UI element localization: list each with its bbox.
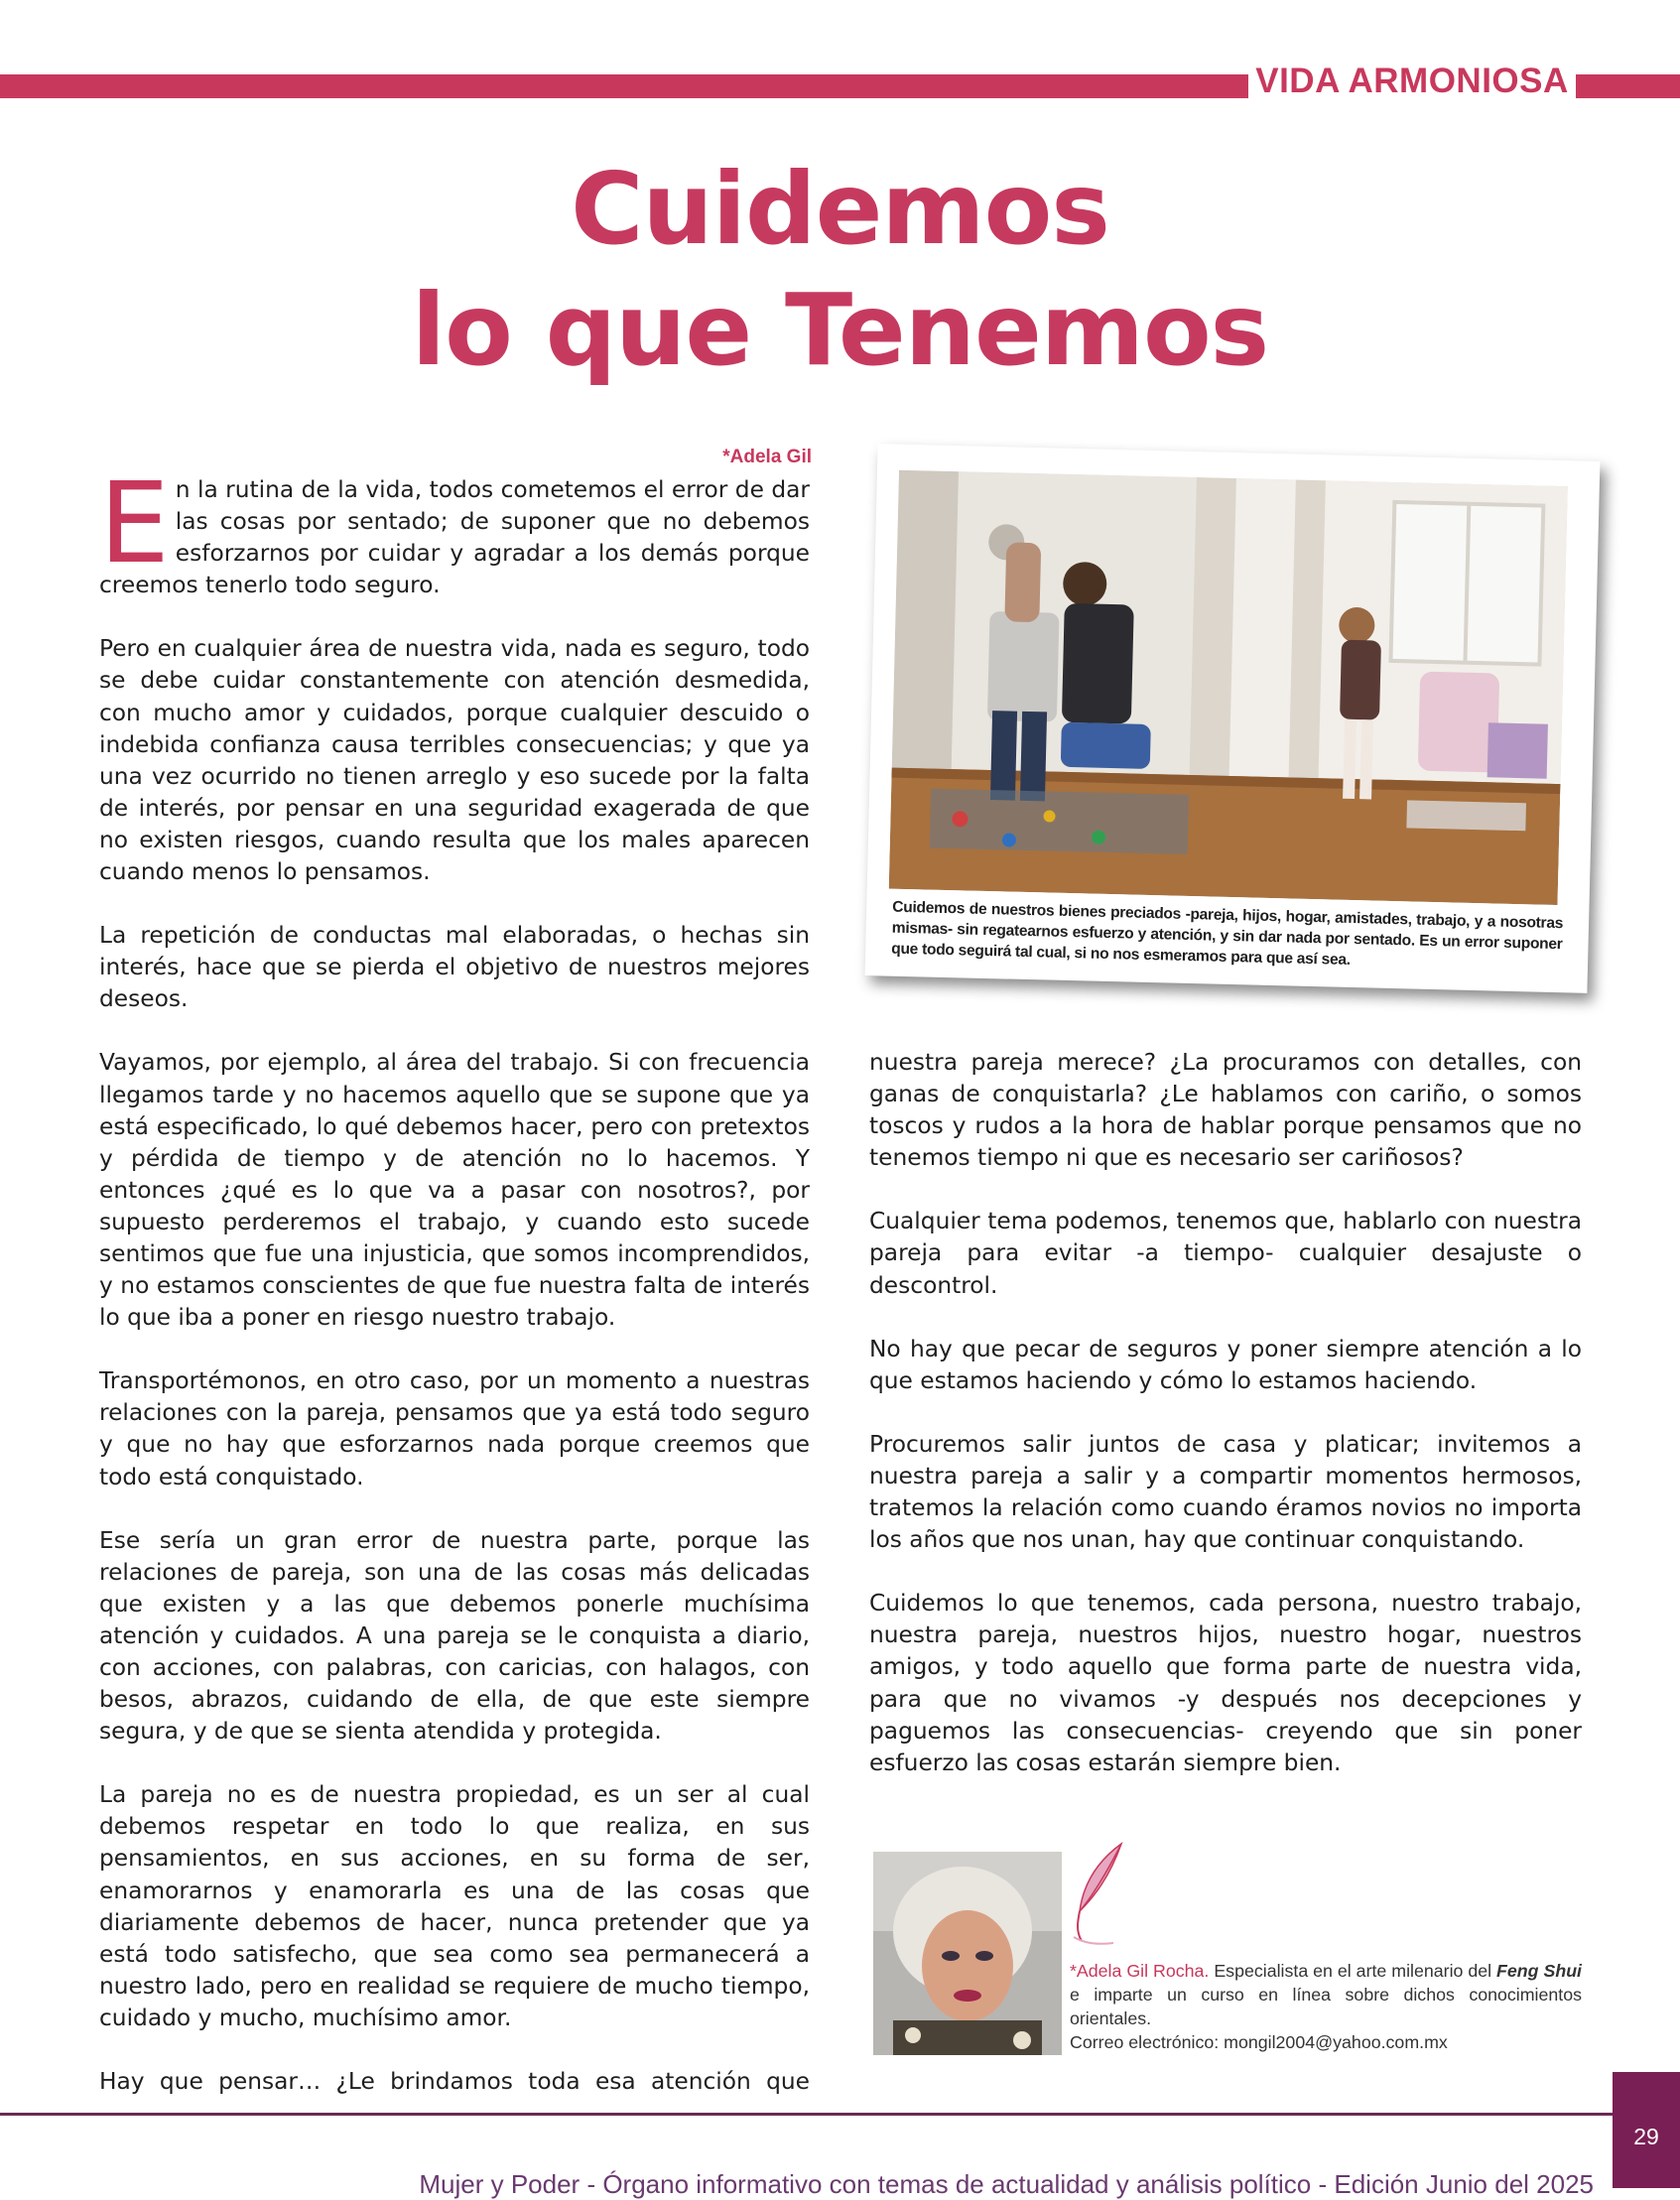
paragraph: Ese sería un gran error de nuestra parte, porque las relaciones de pareja, son una de las cosas más delicadas que existen y a las que debemos ponerle muchísima atención y cuidados. A una pareja se le conquista a diario, con acciones, con palabras, con caricias, con halagos, con besos, abrazos, cuidando de ella, de que este siempre segura, y de que se sienta atendida y protegida. [99,1526,810,1746]
bio-emphasis: Feng Shui [1496,1961,1582,1981]
author-email: Correo electrónico: mongil2004@yahoo.com.mx [1070,2032,1448,2052]
author-photo [873,1852,1062,2055]
paragraph [99,459,810,601]
family-photo [889,470,1568,905]
paragraph: La repetición de conductas mal elaboradas, o hechas sin interés, hace que se pierda el objetivo de nuestros mejores deseos. [99,922,810,1013]
bio-text: e imparte un curso en línea sobre dichos conocimientos orientales. [1070,1985,1582,2028]
photo-caption: Cuidemos de nuestros bienes preciados -pareja, hijos, hogar, amistades, trabajo, y a nosotras mismas- sin regatearnos esfuerzo y atención, y sin dar nada por sentado. Es un error suponer que todo seguirá tal cual, si no nos esmeramos para que así sea. [891,898,1564,969]
footer-rule [0,2113,1613,2116]
paragraph: Hay que pensar… ¿Le brindamos toda esa atención que [99,2068,810,2096]
paragraph: nuestra pareja merece? ¿La procuramos con detalles, con ganas de conquistarla? ¿Le hablamos con cariño, o somos toscos y rudos a la hora de hablar porque pensamos que no tenemos tiempo ni que es necesario ser cariñosos? [869,1049,1582,1172]
bio-text: Especialista en el arte milenario del [1209,1961,1497,1981]
paragraph: Cualquier tema podemos, tenemos que, hablarlo con nuestra pareja para evitar -a tiempo- cualquier desajuste o descontrol. [869,1208,1582,1299]
author-bio [1070,1959,1582,2054]
left-column [99,459,810,2130]
paragraph: No hay que pecar de seguros y poner siempre atención a lo que estamos haciendo y cómo lo estamos haciendo. [869,1335,1582,1394]
author-name: *Adela Gil Rocha. [1070,1961,1210,1981]
section-label: VIDA ARMONIOSA [1255,62,1569,100]
footer-text: Mujer y Poder - Órgano informativo con temas de actualidad y análisis político - Edición Junio del 2025 [419,2169,1594,2199]
feather-quill-icon [1070,1842,1129,1949]
paragraph: Cuidemos lo que tenemos, cada persona, nuestro trabajo, nuestra pareja, nuestros hijos, nuestro hogar, nuestros amigos, y todo aquello que forma parte de nuestra vida, para que no vivamos -y después nos decepciones y paguemos las consecuencias- creyendo que sin poner esfuerzo las cosas estarán siempre bien. [869,1590,1582,1776]
title-line-2: lo que Tenemos [411,272,1269,388]
paragraph: Pero en cualquier área de nuestra vida, nada es seguro, todo se debe cuidar constantemente con atención desmedida, con mucho amor y cuidados, porque cualquier descuido o indebida confianza causa terribles consecuencias; y que ya una vez ocurrido no tienen arreglo y eso sucede por la falta de interés, por pensar en una seguridad exagerada de que no existen riesgos, cuando resulta que los males aparecen cuando menos lo pensamos. [99,635,810,886]
page-number: 29 [1633,2124,1659,2149]
paragraph-text: n la rutina de la vida, todos cometemos el error de dar las cosas por sentado; de suponer que no debemos esforzarnos por cuidar y agradar a los demás porque creemos tenerlo todo seguro. [99,476,810,599]
paragraph: Vayamos, por ejemplo, al área del trabajo. Si con frecuencia llegamos tarde y no hacemos aquello que se supone que ya está especificado, lo qué debemos hacer, pero con pretextos y pérdida de tiempo y de atención no lo hacemos. Y entonces ¿qué es lo que va a pasar con nosotros?, por supuesto perderemos el trabajo, y cuando esto sucede sentimos que fue una injusticia, que somos incomprendidos, y no estamos conscientes de que fue nuestra falta de interés lo que iba a poner en riesgo nuestro trabajo. [99,1049,810,1332]
drop-cap: E [99,459,170,588]
paragraph: Transportémonos, en otro caso, por un momento a nuestras relaciones con la pareja, pensamos que ya está todo seguro y que no hay que esforzarnos nada porque creemos que todo está conquistado. [99,1367,810,1490]
paragraph: La pareja no es de nuestra propiedad, es un ser al cual debemos respetar en todo lo que realiza, en sus pensamientos, en sus acciones, en su forma de ser, enamorarnos y enamorarla es una de las cosas que diariamente debemos de hacer, nunca pretender que ya está todo satisfecho, que sea como sea permanecerá a nuestro lado, pero en realidad se requiere de mucho tiempo, cuidado y mucho, muchísimo amor. [99,1781,810,2031]
paragraph: Procuremos salir juntos de casa y platicar; invitemos a nuestra pareja a salir y a compartir momentos hermosos, tratemos la relación como cuando éramos novios no importa los años que nos unan, hay que continuar conquistando. [869,1430,1582,1554]
article-title [0,149,1680,391]
title-line-1: Cuidemos [571,151,1109,267]
header-bar-right [1576,74,1680,98]
page-number-tab [1613,2072,1680,2188]
right-column [869,1047,1582,1811]
byline: *Adela Gil [722,447,812,467]
header-bar-left [0,74,1248,98]
photo-frame [865,444,1601,993]
